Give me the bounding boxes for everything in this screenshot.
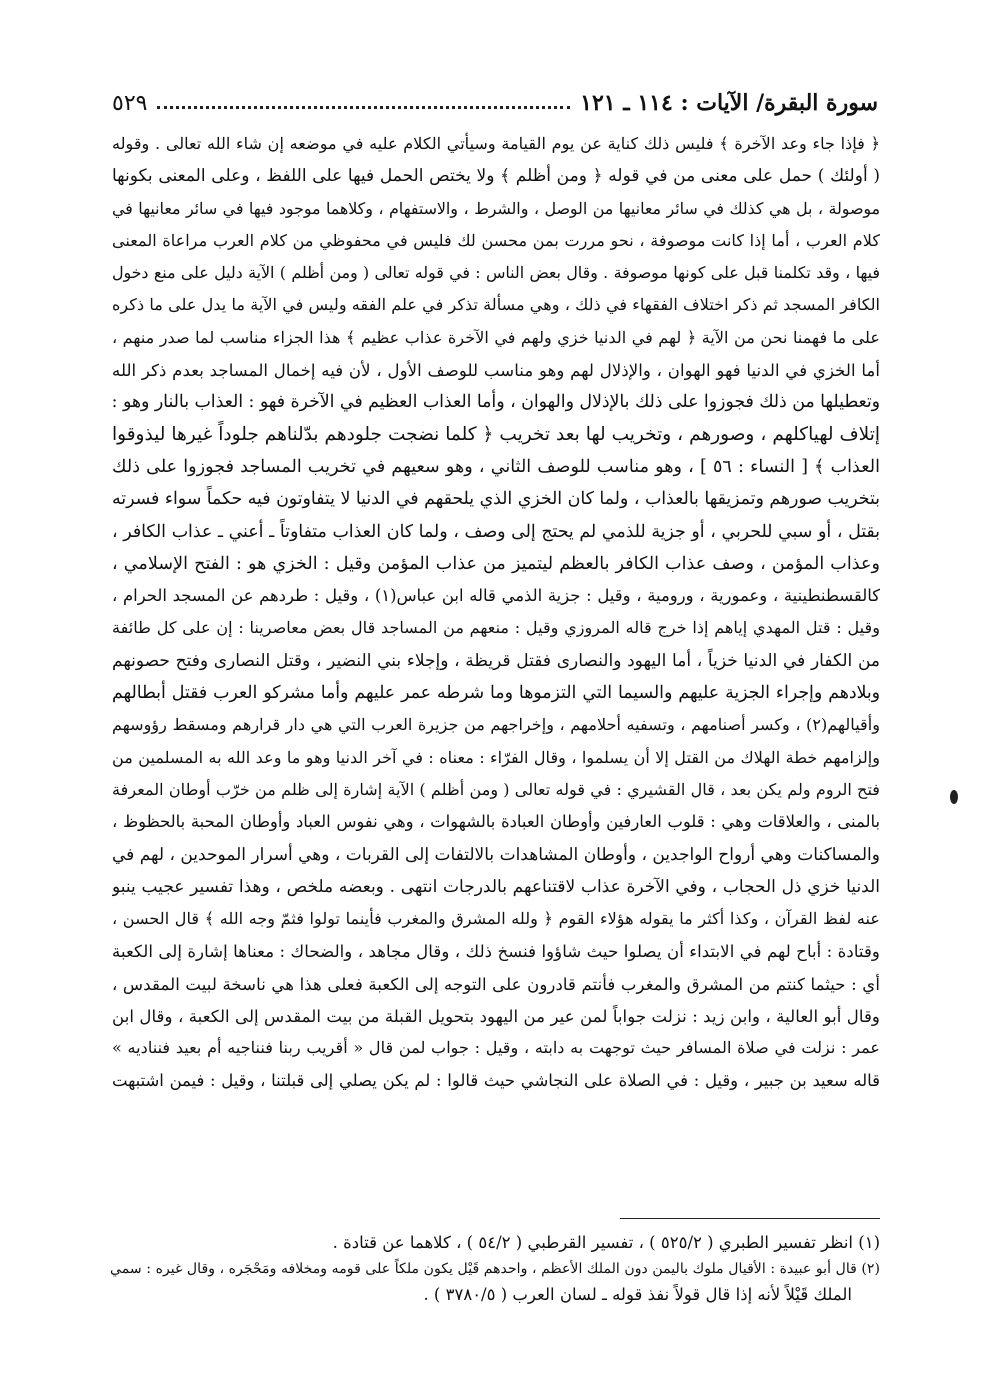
main-text [112, 128, 880, 1097]
page-header [112, 86, 878, 120]
text-line: وعذاب المؤمن ، وصف عذاب الكافر بالعظم ليتميز من عذاب المؤمن وقيل : الخزي هو : الفتح الإسلامي ، [112, 553, 880, 574]
text-line: الكافر المسجد ثم ذكر اختلاف الفقهاء في ذلك ، وهي مسألة تذكر في علم الفقه وليس في الآية ما يدل على ما ذكره [112, 295, 880, 315]
text-line: قاله سعيد بن جبير ، وقيل : في الصلاة على النجاشي حيث قالوا : لم يكن يصلي إلى قبلتنا ، وقيل : فيمن اشتبهت [112, 1070, 880, 1090]
text-line: بالمنى ، والعلاقات وهي : قلوب العارفين وأوطان العبادة بالشهوات ، وهي نفوس العباد وأوطان المحبة بالحظوظ ، [112, 812, 880, 832]
text-line: كلام العرب ، أما إذا كانت موصوفة ، نحو مررت بمن محسن لك فليس في محفوظي من كلام العرب مراعاة المعنى [112, 230, 880, 250]
text-line: من الكفار في الدنيا خزياً ، أما اليهود والنصارى فقتل قريظة ، وإجلاء بني النضير ، وقتل النصارى وفتح حصونهم [112, 650, 880, 671]
footnote-separator [620, 1218, 880, 1219]
text-line: وقتادة : أباح لهم في الابتداء أن يصلوا حيث شاؤوا فنسخ ذلك ، وقال مجاهد ، والضحاك : معناها إشارة إلى الكعبة [112, 941, 880, 962]
text-line: كالقسطنطينية ، وعمورية ، ورومية ، وقيل : جزية الذمي قاله ابن عباس(١) ، وقيل : طردهم عن المسجد الحرام ، [112, 586, 880, 606]
text-line: وقال أبو العالية ، وابن زيد : نزلت جواباً لمن عير من اليهود بتحويل القبلة من بيت المقدس إلى الكعبة ، وقال ابن [112, 1006, 880, 1027]
page-number: ٥٢٩ [112, 90, 148, 116]
text-line: إتلاف لهياكلهم ، وصورهم ، وتخريب لها بعد تخريب ﴿ كلما نضجت جلودهم بدّلناهم جلوداً غيرها ليذوقوا [112, 423, 880, 445]
header-leader-dots [157, 106, 570, 109]
text-line: وإلزامهم خطة الهلاك من القتل إلا أن يسلموا ، وقال الفرّاء : معناه : في آخر الدنيا وهو ما وعد الله به المسلمين من [112, 747, 880, 767]
text-line: أما الخزي في الدنيا فهو الهوان ، والإذلال لهم وهو مناسب للوصف الأول ، لأن فيه إخمال المساجد بعدم ذكر الله [112, 360, 880, 381]
text-line: وبلادهم وإجراء الجزية عليهم والسيما التي التزموها وما شرطه عمر عليهم وأما مشركو العرب فقتل أبطالهم [112, 683, 880, 704]
footnote-2: (٢) قال أبو عبيدة : الأقيال ملوك باليمن دون الملك الأعظم ، واحدهم قَيْل يكون ملكاً على قومه ومخلافه ومَحْجَره ، وقال غيره : سمي [110, 1261, 880, 1277]
text-line: ( أولئك ) حمل على معنى من في قوله ﴿ ومن أظلم ﴾ ولا يختص الحمل فيها على اللفظ ، وعلى المعنى بكونها [112, 166, 880, 187]
text-line: وتعطيلها من ذلك فجوزوا على ذلك بالإذلال والهوان ، وأما العذاب العظيم في الآخرة فهو : العذاب بالنار وهو : [112, 392, 880, 413]
text-line: ﴿ فإذا جاء وعد الآخرة ﴾ فليس ذلك كناية عن يوم القيامة وسيأتي الكلام عليه في موضعه إن شاء الله تعالى . وقوله [112, 134, 880, 153]
surah-title: سورة البقرة/ الآيات : ١١٤ ـ ١٢١ [580, 90, 878, 116]
text-line: عنه لفظ القرآن ، وكذا أكثر ما يقوله هؤلاء القوم ﴿ ولله المشرق والمغرب فأينما تولوا فثمّ وجه الله ﴾ قال الحسن ، [112, 909, 880, 929]
text-line: وأقيالهم(٢) ، وكسر أصنامهم ، وتسفيه أحلامهم ، وإخراجهم من جزيرة العرب التي هي دار قرارهم ومسقط رؤوسهم [112, 715, 880, 735]
text-line: فيها ، وقد تكلمنا قبل على كونها موصوفة . وقال بعض الناس : في قوله تعالى ( ومن أظلم ) الآية دليل على منع دخول [112, 263, 880, 283]
text-line: أي : حيثما كنتم من المشرق والمغرب فأنتم قادرون على التوجه إلى الكعبة فعلى هذا هي ناسخة لبيت المقدس ، [112, 973, 880, 994]
footnote-1: (١) انظر تفسير الطبري ( ٥٢٥/٢ ) ، تفسير القرطبي ( ٥٤/٢ ) ، كلاهما عن قتادة . [332, 1233, 880, 1252]
footnote-2-continued: الملك قَيْلاً لأنه إذا قال قولاً نفذ قوله ـ لسان العرب ( ٣٧٨٠/٥ ) . [423, 1285, 852, 1304]
footnotes [110, 1230, 880, 1308]
margin-mark [950, 790, 958, 804]
text-line: الدنيا خزي ذل الحجاب ، وفي الآخرة عذاب لاقتناعهم بالدرجات انتهى . وبعضه ملخص ، وهذا تفسير عجيب ينبو [112, 876, 880, 897]
text-line: العذاب ﴾ [ النساء : ٥٦ ] ، وهو مناسب للوصف الثاني ، وهو سعيهم في تخريب المساجد فجوزوا على ذلك [112, 456, 880, 477]
text-line: وقيل : قتل المهدي إياهم إذا خرج قاله المروزي وقيل : منعهم من المساجد قال بعض معاصرينا : إن على كل طائفة [112, 618, 880, 638]
text-line: موصولة ، بل هي كذلك في سائر معانيها من الوصل ، والشرط ، والاستفهام ، وكلاهما موجود فيها في سائر معانيها في [112, 198, 880, 218]
text-line: والمساكنات وهي أرواح الواجدين ، وأوطان المشاهدات بالالتفات إلى القربات ، وهي أسرار الموحدين ، لهم في [112, 844, 880, 865]
text-line: فتح الروم ولم يكن بعد ، قال القشيري : في قوله تعالى ( ومن أظلم ) الآية إشارة إلى ظلم من خرّب أوطان المعرفة [112, 779, 880, 799]
text-line: بقتل ، أو سبي للحربي ، أو جزية للذمي لم يحتج إلى وصف ، ولما كان العذاب متفاوتاً ـ أعني ـ عذاب الكافر ، [112, 521, 880, 542]
text-line: على ما فهمنا نحن من الآية ﴿ لهم في الدنيا خزي ولهم في الآخرة عذاب عظيم ﴾ هذا الجزاء مناسب لما صدر منهم ، [112, 327, 880, 347]
text-line: عمر : نزلت في صلاة المسافر حيث توجهت به دابته ، وقيل : جواب لمن قال « أقريب ربنا فنناجيه أم بعيد فنناديه » [112, 1038, 880, 1058]
text-line: بتخريب صورهم وتمزيقها بالعذاب ، ولما كان الخزي الذي يلحقهم في الدنيا لا يتفاوتون فيه حكماً سواء فسرته [112, 489, 880, 510]
